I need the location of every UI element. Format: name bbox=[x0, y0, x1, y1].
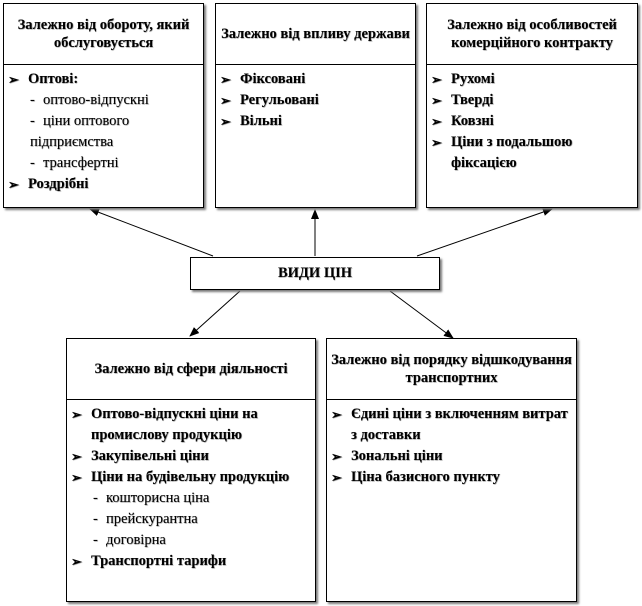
list-item bbox=[220, 111, 411, 132]
arrow-bullet-icon: ➢ bbox=[431, 135, 442, 150]
list-item-label: Оптові: bbox=[28, 71, 79, 87]
arrow-to-sphere bbox=[190, 291, 240, 336]
arrow-bullet-icon: ➢ bbox=[71, 407, 82, 422]
arrow-bullet-icon: ➢ bbox=[431, 93, 442, 108]
list-item-label: Регульовані bbox=[240, 92, 319, 108]
arrow-bullet-icon: ➢ bbox=[331, 407, 342, 422]
dash-marker: - bbox=[93, 511, 98, 527]
sub-list-item bbox=[71, 488, 311, 509]
arrow-bullet-icon: ➢ bbox=[331, 449, 342, 464]
sub-list-item bbox=[71, 509, 311, 530]
arrow-bullet-icon: ➢ bbox=[431, 72, 442, 87]
box-transport-title: Залежно від порядку відшкодування транспортних bbox=[327, 339, 576, 400]
sub-list-item-label: кошторисна ціна bbox=[106, 490, 210, 506]
list-item bbox=[8, 174, 199, 195]
arrow-bullet-icon: ➢ bbox=[8, 72, 19, 87]
box-state bbox=[215, 3, 416, 208]
arrow-bullet-icon: ➢ bbox=[431, 114, 442, 129]
list-item bbox=[8, 69, 199, 90]
list-item bbox=[220, 90, 411, 111]
center-label: ВИДИ ЦІН bbox=[277, 265, 353, 281]
list-item-label: Ковзні bbox=[451, 113, 494, 129]
dash-marker: - bbox=[30, 155, 35, 171]
list-item-label: Рухомі bbox=[451, 71, 495, 87]
list-item-label: Закупівельні ціни bbox=[91, 448, 209, 464]
sub-list-item-label: прейскурантна bbox=[106, 511, 198, 527]
dash-marker: - bbox=[93, 532, 98, 548]
sub-list-item-label: оптово-відпускні bbox=[43, 92, 149, 108]
list-item bbox=[71, 404, 311, 446]
list-item-label: Ціна базисного пункту bbox=[351, 469, 500, 485]
list-item bbox=[331, 467, 572, 488]
arrow-bullet-icon: ➢ bbox=[220, 114, 231, 129]
dash-marker: - bbox=[30, 92, 35, 108]
box-sphere-title: Залежно від сфери діяльності bbox=[67, 339, 315, 400]
sub-list-item bbox=[8, 90, 199, 111]
box-turnover-list bbox=[4, 65, 203, 195]
arrow-bullet-icon: ➢ bbox=[71, 470, 82, 485]
list-item bbox=[71, 446, 311, 467]
list-item-label: Ціни на будівельну продукцію bbox=[91, 469, 290, 485]
list-item bbox=[431, 69, 633, 90]
box-contract-title: Залежно від особливостей комерційного контракту bbox=[427, 4, 637, 65]
sub-list-item bbox=[71, 530, 311, 551]
list-item bbox=[220, 69, 411, 90]
arrow-bullet-icon: ➢ bbox=[220, 93, 231, 108]
box-sphere-list bbox=[67, 400, 315, 572]
list-item-label: Фіксовані bbox=[240, 71, 306, 87]
list-item bbox=[431, 111, 633, 132]
list-item-label: Транспортні тарифи bbox=[91, 553, 227, 569]
dash-marker: - bbox=[93, 490, 98, 506]
list-item bbox=[71, 467, 311, 488]
list-item-label: Ціни з подальшою фіксацією bbox=[451, 134, 573, 171]
list-item bbox=[331, 446, 572, 467]
box-contract-list bbox=[427, 65, 637, 174]
box-turnover-title: Залежно від обороту, який обслуговується bbox=[4, 4, 203, 65]
box-state-title: Залежно від впливу держави bbox=[216, 4, 415, 65]
arrow-bullet-icon: ➢ bbox=[220, 72, 231, 87]
box-turnover bbox=[3, 3, 204, 208]
box-contract bbox=[426, 3, 638, 208]
box-sphere bbox=[66, 338, 316, 602]
list-item-label: Оптово-відпускні ціни на промислову продукцію bbox=[91, 406, 258, 443]
list-item-label: Єдині ціни з включенням витрат з доставки bbox=[351, 406, 568, 443]
arrow-bullet-icon: ➢ bbox=[71, 554, 82, 569]
arrow-to-turnover bbox=[90, 209, 213, 256]
list-item bbox=[71, 551, 311, 572]
sub-list-item bbox=[8, 153, 199, 174]
list-item-label: Зональні ціни bbox=[351, 448, 443, 464]
sub-list-item-label: ціни оптового підприємства bbox=[30, 113, 130, 150]
box-state-list bbox=[216, 65, 415, 132]
list-item-label: Вільні bbox=[240, 113, 282, 129]
list-item bbox=[431, 90, 633, 111]
arrow-to-contract bbox=[417, 209, 552, 256]
arrow-to-transport bbox=[390, 291, 453, 338]
list-item-label: Роздрібні bbox=[28, 176, 89, 192]
sub-list-item bbox=[8, 111, 199, 153]
arrow-bullet-icon: ➢ bbox=[71, 449, 82, 464]
sub-list-item-label: трансфертні bbox=[43, 155, 119, 171]
dash-marker: - bbox=[30, 113, 35, 129]
list-item bbox=[331, 404, 572, 446]
box-transport bbox=[326, 338, 577, 602]
box-transport-list bbox=[327, 400, 576, 488]
list-item-label: Тверді bbox=[451, 92, 494, 108]
list-item bbox=[431, 132, 633, 174]
arrow-bullet-icon: ➢ bbox=[331, 470, 342, 485]
center-label-box bbox=[190, 257, 440, 290]
sub-list-item-label: договірна bbox=[106, 532, 166, 548]
arrow-bullet-icon: ➢ bbox=[8, 177, 19, 192]
